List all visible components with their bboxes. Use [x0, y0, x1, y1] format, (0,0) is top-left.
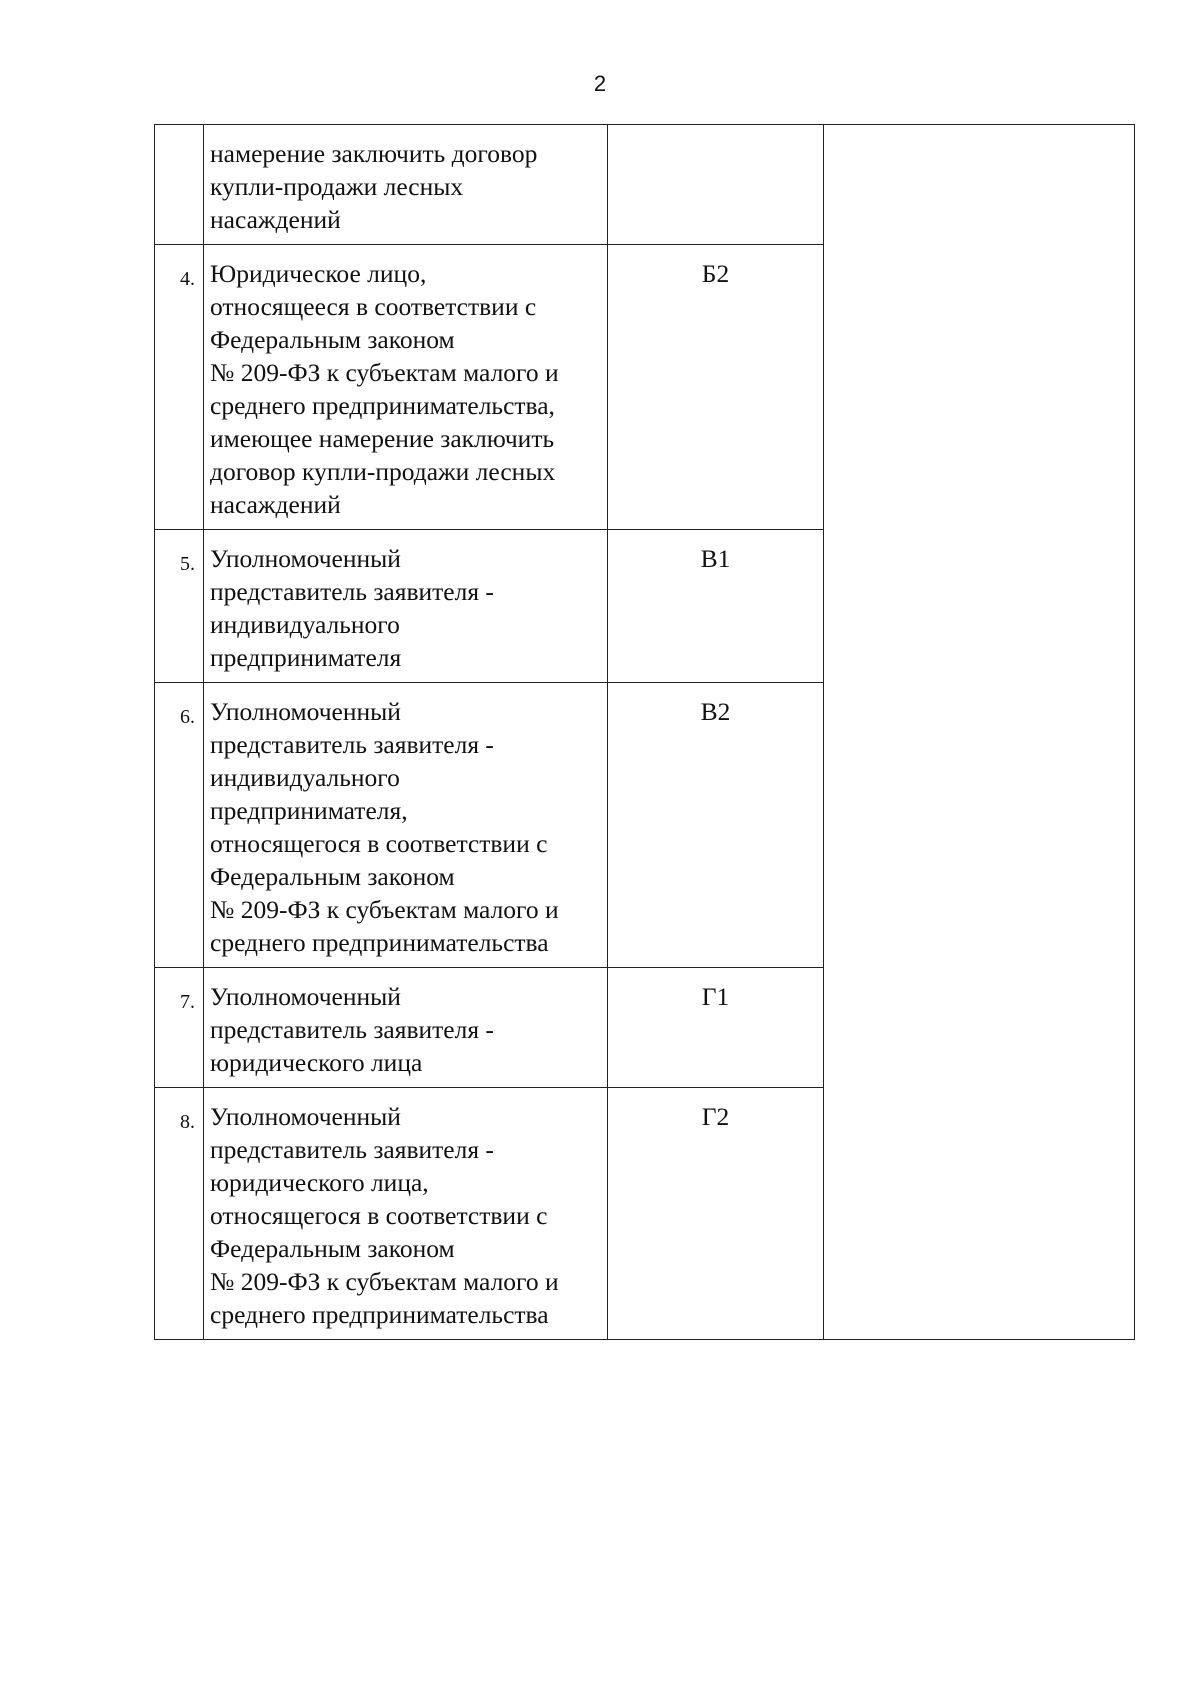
- variant-code: Г1: [608, 968, 824, 1088]
- description-line: среднего предпринимательства: [210, 928, 549, 957]
- row-number: 5.: [155, 530, 204, 683]
- description-line: относящееся в соответствии с: [210, 292, 537, 321]
- description-line: Федеральным законом: [210, 862, 455, 891]
- variant-code: Г2: [608, 1088, 824, 1340]
- row-number: 6.: [155, 683, 204, 968]
- applicant-category-table: [154, 124, 1135, 1340]
- description-line: насаждений: [210, 205, 341, 234]
- applicant-description: [204, 968, 608, 1088]
- description-line: представитель заявителя -: [210, 1015, 494, 1044]
- description-line: представитель заявителя -: [210, 1135, 494, 1164]
- description-line: Уполномоченный: [210, 697, 401, 726]
- variant-code: [608, 125, 824, 245]
- description-line: предпринимателя,: [210, 796, 408, 825]
- variant-code: В2: [608, 683, 824, 968]
- description-line: среднего предпринимательства: [210, 1300, 549, 1329]
- variant-code: В1: [608, 530, 824, 683]
- description-line: индивидуального: [210, 763, 400, 792]
- description-line: относящегося в соответствии с: [210, 829, 548, 858]
- row-number: 7.: [155, 968, 204, 1088]
- description-line: Федеральным законом: [210, 325, 455, 354]
- description-line: насаждений: [210, 490, 341, 519]
- description-line: представитель заявителя -: [210, 577, 494, 606]
- empty-column-cell: [824, 125, 1135, 1340]
- description-line: юридического лица: [210, 1048, 423, 1077]
- table-row: [155, 125, 1135, 245]
- description-line: № 209-ФЗ к субъектам малого и: [210, 895, 559, 924]
- description-line: юридического лица,: [210, 1168, 429, 1197]
- description-line: Уполномоченный: [210, 544, 401, 573]
- description-line: договор купли-продажи лесных: [210, 457, 556, 486]
- applicant-description: [204, 683, 608, 968]
- description-line: имеющее намерение заключить: [210, 424, 555, 453]
- applicant-description: [204, 530, 608, 683]
- description-line: купли-продажи лесных: [210, 172, 464, 201]
- applicant-description: [204, 245, 608, 530]
- applicant-description: [204, 1088, 608, 1340]
- row-number: 4.: [155, 245, 204, 530]
- row-number: [155, 125, 204, 245]
- table-body: [155, 125, 1135, 1340]
- description-line: Уполномоченный: [210, 982, 401, 1011]
- applicant-description: [204, 125, 608, 245]
- description-line: Уполномоченный: [210, 1102, 401, 1131]
- description-line: № 209-ФЗ к субъектам малого и: [210, 1267, 559, 1296]
- description-line: предпринимателя: [210, 643, 402, 672]
- variant-code: Б2: [608, 245, 824, 530]
- description-line: Федеральным законом: [210, 1234, 455, 1263]
- page-number: 2: [593, 71, 607, 96]
- description-line: относящегося в соответствии с: [210, 1201, 548, 1230]
- description-line: намерение заключить договор: [210, 139, 538, 168]
- description-line: среднего предпринимательства,: [210, 391, 555, 420]
- description-line: Юридическое лицо,: [210, 259, 427, 288]
- description-line: № 209-ФЗ к субъектам малого и: [210, 358, 559, 387]
- description-line: представитель заявителя -: [210, 730, 494, 759]
- row-number: 8.: [155, 1088, 204, 1340]
- description-line: индивидуального: [210, 610, 400, 639]
